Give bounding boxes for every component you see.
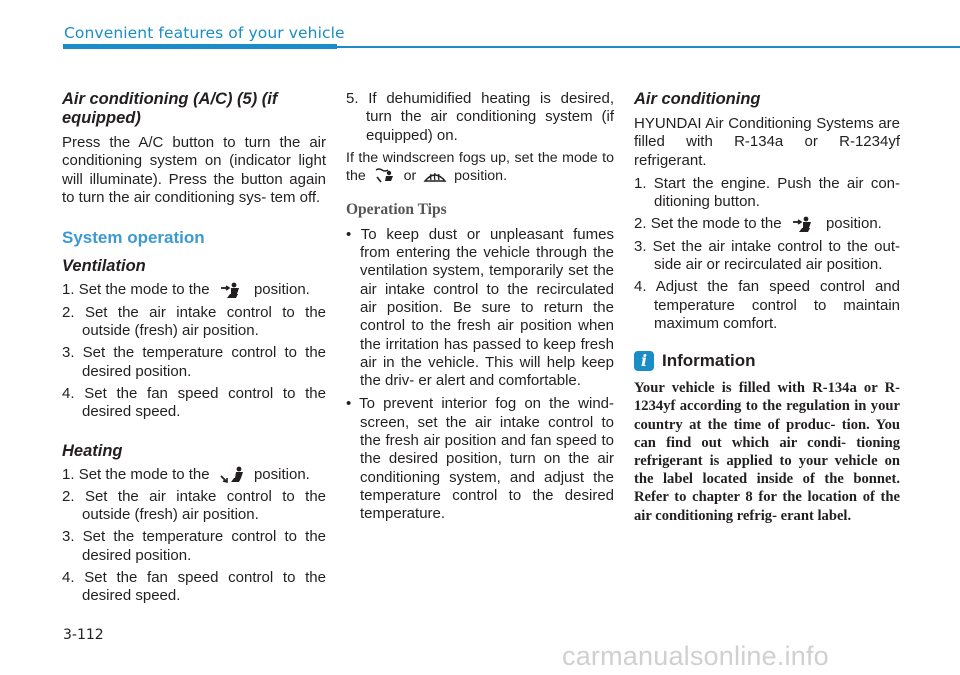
list-item: 1. Set the mode to the position. xyxy=(62,281,310,299)
list-item: 3. Set the air intake control to the out- side air or recirculated air position. xyxy=(634,237,901,274)
ventilation-steps xyxy=(62,281,326,421)
operation-tips-heading: Operation Tips xyxy=(346,201,447,219)
floor-vent-icon xyxy=(217,466,247,484)
ac-paragraph: Press the A/C button to turn the air conditioning system on (indicator light will illuminate). Press the button again to turn the air conditioning sys- tem off. xyxy=(62,134,326,206)
information-heading xyxy=(634,351,900,371)
watermark: carmanualsonline.info xyxy=(562,641,829,671)
column-middle xyxy=(346,90,614,528)
heating-heading: Heating xyxy=(62,441,123,460)
list-item: 4. Set the fan speed control to the desired speed. xyxy=(62,384,326,421)
list-item: 4. Adjust the fan speed control and temperature control to maintain maximum comfort. xyxy=(634,278,900,332)
face-vent-icon xyxy=(789,216,819,234)
list-item: 4. Set the fan speed control to the desired speed. xyxy=(62,569,326,605)
header-rule-thick xyxy=(63,44,337,49)
column-right xyxy=(634,90,900,525)
list-item: 5. If dehumidified heating is desired, turn the air conditioning system (if equipped) on. xyxy=(346,90,614,144)
tips-list xyxy=(346,226,614,524)
list-item: 3. Set the temperature control to the desired position. xyxy=(62,344,327,380)
section-title: Convenient features of your vehicle xyxy=(64,24,345,42)
ac-heading: Air conditioning (A/C) (5) (if equipped) xyxy=(62,90,278,127)
defrost-icon xyxy=(423,167,447,185)
air-conditioning-heading: Air conditioning xyxy=(634,90,761,108)
system-operation-heading: System operation xyxy=(62,228,205,248)
list-item: 3. Set the temperature control to the desired position. xyxy=(62,528,327,564)
information-title: Information xyxy=(662,351,756,371)
ventilation-heading: Ventilation xyxy=(62,257,146,276)
ac-info-paragraph: HYUNDAI Air Conditioning Systems are filled with R-134a or R-1234yf refrigerant. xyxy=(634,115,900,169)
list-item: 1. Set the mode to the position. xyxy=(62,465,310,483)
heating-steps xyxy=(62,466,326,606)
list-item: 1. Start the engine. Push the air con- ditioning button. xyxy=(634,174,900,211)
list-item: 2. Set the mode to the position. xyxy=(634,215,882,233)
header-rule-thin xyxy=(337,46,960,48)
list-item: • To keep dust or unpleasant fumes from entering the vehicle through the ventilation system, temporarily set the air intake control to the recirculated air position. Be sure to return the control to the fresh air position when the irritation has passed to keep fresh air in the vehicle. This will help keep the driv- er alert and comfortable. xyxy=(346,225,614,390)
face-vent-icon xyxy=(217,282,247,300)
defrost-floor-icon xyxy=(373,167,397,185)
information-text: Your vehicle is filled with R-134a or R-1234yf according to the regulation in your country at the time of produc- tion. You can find out which air condi- tioning refrigerant is applied to your vehicle on the label located inside of the bonnet. Refer to chapter 8 for the location of the air conditioning refrig- erant label. xyxy=(634,380,900,524)
list-item: 2. Set the air intake control to the outside (fresh) air position. xyxy=(62,487,326,524)
column-left xyxy=(62,90,326,610)
list-item: 2. Set the air intake control to the outside (fresh) air position. xyxy=(62,303,326,340)
fog-paragraph: If the windscreen fogs up, set the mode to the or position. xyxy=(346,149,614,185)
page-number: 3-112 xyxy=(63,627,104,643)
ac-steps xyxy=(634,175,900,333)
info-icon: i xyxy=(634,351,654,371)
list-item: • To prevent interior fog on the wind- screen, set the air intake control to the fresh air position and fan speed to the desired position, turn on the air conditioning system, and adjust the temperature control to the desired temperature. xyxy=(346,395,614,523)
